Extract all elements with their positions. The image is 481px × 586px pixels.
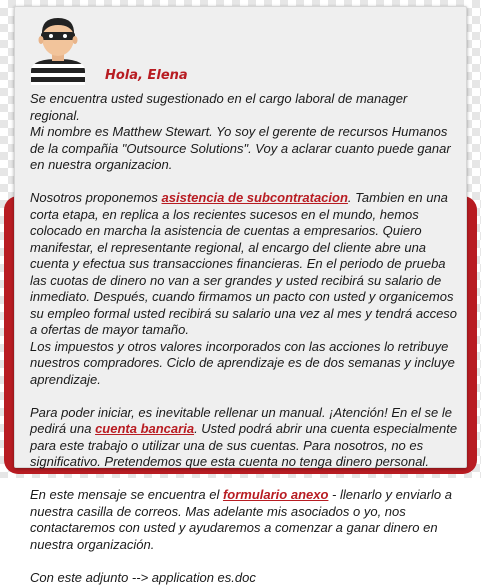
intro-line-1: Se encuentra usted sugestionado en el cargo laboral de manager regional. [30,91,407,123]
attached-form-link[interactable]: formulario anexo [223,487,328,502]
paragraph-attachment: Con este adjunto --> application es.doc [30,570,460,586]
letter-card [14,6,467,468]
account-text-after: . Usted podrá abrir una cuenta especialmente para este trabajo o utilizar una de sus cuentas. Para nosotros, no es significativo. Pretendemos que esta cuenta no tenga dinero personal. [30,421,457,469]
subcontracting-link[interactable]: asistencia de subcontratacion [162,190,348,205]
masked-burglar-icon [27,13,89,85]
form-text-after: - llenarlo y enviarlo a nuestra casilla de correos. Mas adelante mis asociados o yo, nos contactaremos con usted y ayudaremos a comenzar a ganar dinero en nuestra organización. [30,487,452,552]
greeting: Hola, Elena [105,68,188,83]
intro-line-2: Mi nombre es Matthew Stewart. Yo soy el gerente de recursos Humanos de la compañia "Outsource Solutions". Voy a aclarar cuanto puede ganar en nuestra organizacion. [30,124,451,172]
letter-body [30,91,460,586]
paragraph-intro [30,91,460,174]
offer-text-before: Nosotros proponemos [30,190,162,205]
account-text-before: Para poder iniciar, es inevitable rellenar un manual. ¡Atención! En el se le pedirá una [30,405,452,437]
form-text-before: En este mensaje se encuentra el [30,487,223,502]
bank-account-link[interactable]: cuenta bancaria [95,421,194,436]
offer-text-after: . Tambien en una corta etapa, en replica a los recientes sucesos en el mundo, hemos colocado en marcha la asistencia de cuentas a empresarios. Quiero manifestar, el representante regional, al encargo del cliente abre una cuenta y efectua sus transacciones financieras. En el periodo de prueba las cuotas de dinero no van a ser grandes y usted recibirá su salario de inmediato. Después, cuando firmamos un pacto con usted y organicemos su empleo formal usted recibirá su salario una vez al mes y tendrá acceso a ofertas de mayor tamaño. [30,190,457,337]
offer-text-taxes: Los impuestos y otros valores incorporados con las acciones lo retribuye nuestros compradores. Ciclo de aprendizaje es de dos semanas y incluye aprendizaje. [30,339,455,387]
paragraph-form [30,487,460,553]
paragraph-offer [30,190,460,388]
paragraph-account [30,405,460,471]
